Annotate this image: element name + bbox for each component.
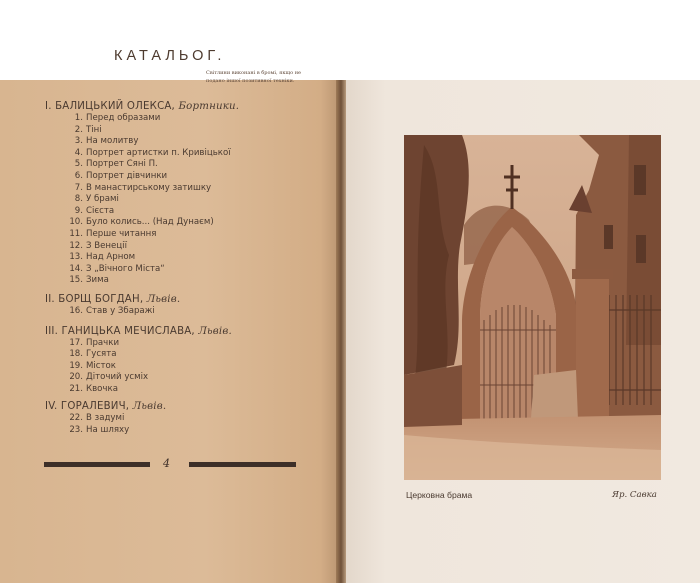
list-item	[64, 206, 325, 218]
work-number: 16.	[69, 305, 83, 316]
artist-heading	[45, 293, 325, 306]
catalog-list	[45, 100, 325, 437]
photo-caption-title: Церковна брама	[406, 490, 473, 500]
work-number: 23.	[69, 425, 83, 436]
work-title: Портрет Сяні П.	[86, 159, 158, 170]
list-item	[64, 384, 325, 396]
work-number: 13.	[69, 252, 83, 263]
book-gutter	[336, 80, 346, 583]
work-number: 11.	[69, 228, 83, 239]
list-item	[64, 338, 325, 350]
list-item	[64, 252, 325, 264]
list-item	[64, 229, 325, 241]
catalog-title: КАТАЛЬОГ.	[114, 48, 226, 64]
list-item	[64, 217, 325, 229]
footer-rule-left	[44, 462, 150, 467]
work-number: 4.	[74, 147, 83, 158]
work-number: 2.	[74, 124, 83, 135]
work-title: Портрет дівчинки	[86, 170, 168, 181]
list-item	[64, 413, 325, 425]
works-list	[64, 338, 325, 396]
list-item	[64, 113, 325, 125]
work-title: Діточий усміх	[86, 372, 149, 383]
list-item	[64, 306, 325, 318]
work-title: Гусята	[86, 349, 117, 360]
work-title: Було колись... (Над Дунаєм)	[86, 217, 214, 228]
work-title: У брамі	[86, 194, 119, 205]
work-title: В задумі	[86, 413, 125, 424]
work-title: З „Вічного Міста“	[86, 263, 165, 274]
list-item	[64, 148, 325, 160]
artist-name: I. БАЛИЦЬКИЙ ОЛЕКСА,	[45, 101, 176, 112]
work-title: Перше читання	[86, 228, 157, 239]
artist-place: Бортники.	[178, 101, 240, 112]
works-list	[64, 413, 325, 436]
photo-caption-author: Яр. Савка	[612, 490, 657, 500]
work-number: 1.	[74, 113, 83, 123]
list-item	[64, 361, 325, 373]
work-title: Квочка	[86, 383, 118, 394]
artist-heading	[45, 325, 325, 338]
work-number: 19.	[69, 360, 83, 371]
photo-pillar	[576, 275, 609, 425]
list-item	[64, 125, 325, 137]
work-number: 21.	[69, 383, 83, 394]
work-title: На шляху	[86, 425, 130, 436]
artist-heading	[45, 400, 325, 413]
list-item	[64, 425, 325, 437]
work-title: Став у Збаражі	[86, 305, 155, 316]
work-number: 8.	[74, 194, 83, 205]
work-number: 3.	[74, 136, 83, 147]
work-title: Зима	[86, 275, 109, 286]
artist-place: Львів.	[198, 325, 232, 337]
list-item	[64, 194, 325, 206]
footer-rule-right	[189, 462, 296, 467]
list-item	[64, 275, 325, 287]
list-item	[64, 349, 325, 361]
artist-name: II. БОРЩ БОГДАН,	[45, 293, 144, 305]
work-title: Місток	[86, 360, 116, 371]
artist-place: Львів.	[132, 401, 167, 413]
work-number: 17.	[69, 337, 83, 348]
work-number: 9.	[74, 205, 83, 216]
work-number: 20.	[69, 372, 83, 383]
works-list	[64, 306, 325, 318]
work-number: 15.	[69, 275, 83, 286]
work-number: 22.	[69, 413, 83, 424]
artist-name: III. ГАНИЦЬКА МЕЧИСЛАВА,	[45, 325, 195, 337]
artist-place: Львів.	[146, 293, 181, 305]
list-item	[64, 136, 325, 148]
work-number: 12.	[69, 240, 83, 251]
page-number: 4	[163, 457, 170, 470]
list-item	[64, 159, 325, 171]
work-number: 5.	[74, 159, 83, 170]
work-title: Тіні	[86, 124, 102, 135]
work-number: 10.	[69, 217, 83, 228]
work-number: 6.	[74, 170, 83, 181]
list-item	[64, 171, 325, 183]
work-title: На молитву	[86, 136, 139, 147]
catalog-note: Світлини виконані в бромі, якщо не подано іншої позитивної техніки.	[206, 70, 301, 84]
work-title: Портрет артистки п. Кривіцької	[86, 147, 231, 158]
list-item	[64, 264, 325, 276]
work-title: Над Арном	[86, 252, 136, 263]
list-item	[64, 183, 325, 195]
artist-heading	[45, 100, 325, 113]
work-number: 18.	[69, 349, 83, 360]
artist-name: IV. ГОРАЛЕВИЧ,	[45, 401, 130, 413]
work-title: З Венеції	[86, 240, 127, 251]
work-number: 14.	[69, 263, 83, 274]
work-title: Сієста	[86, 205, 115, 216]
work-title: В манастирському затишку	[86, 182, 212, 193]
list-item	[64, 372, 325, 384]
list-item	[64, 241, 325, 253]
work-title: Перед образами	[86, 113, 161, 123]
church-gate-photo	[404, 135, 661, 480]
work-title: Прачки	[86, 337, 120, 348]
work-number: 7.	[74, 182, 83, 193]
works-list	[64, 113, 325, 287]
